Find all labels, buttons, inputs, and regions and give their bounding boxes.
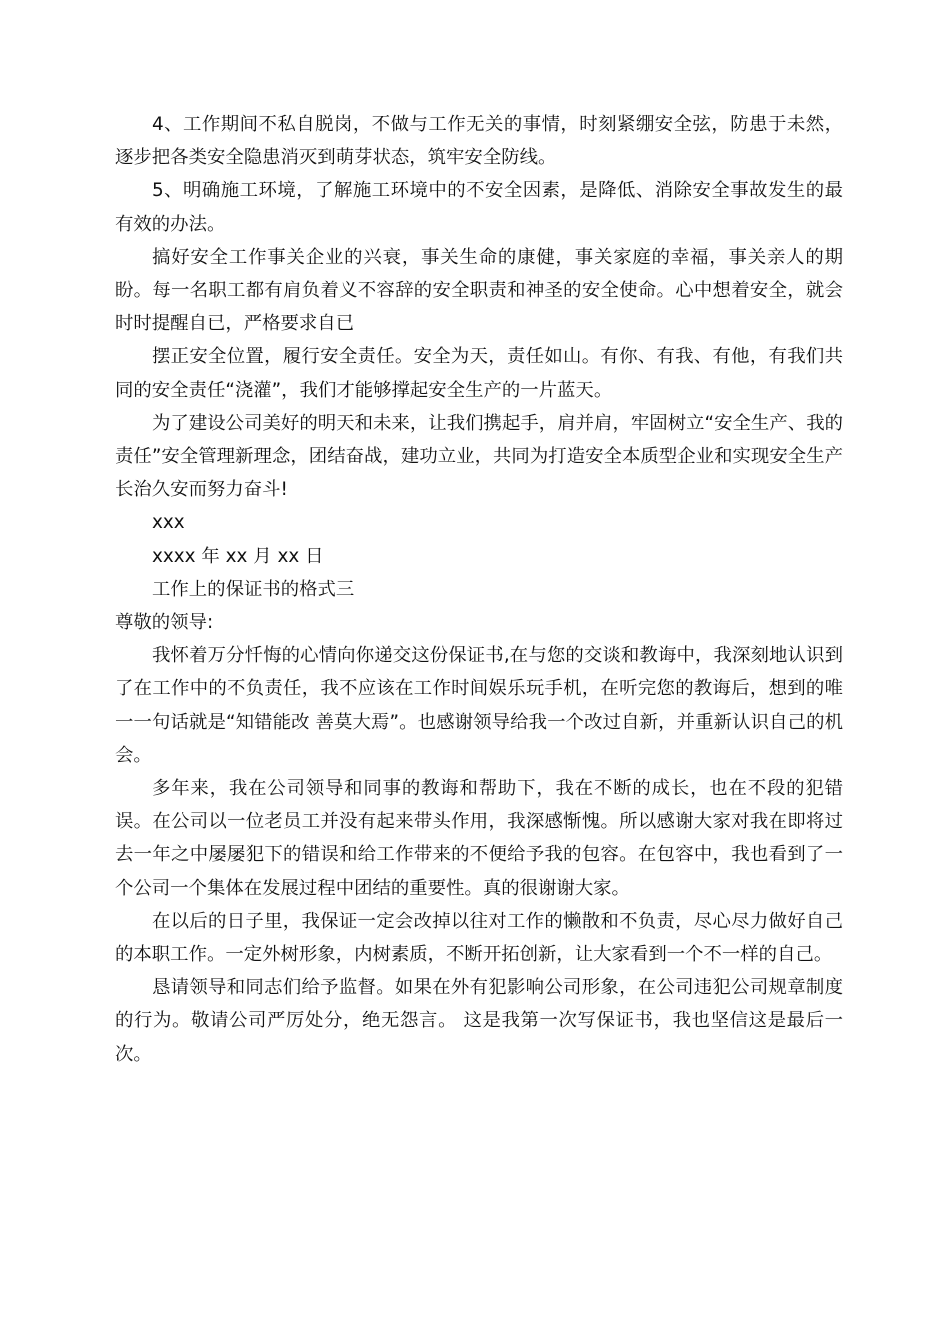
paragraph-item-4: 4、工作期间不私自脱岗，不做与工作无关的事情，时刻紧绷安全弦，防患于未然，逐步把各类安全隐患消灭到萌芽状态，筑牢安全防线。	[115, 114, 843, 169]
paragraph-supervision-request: 恳请领导和同志们给予监督。如果在外有犯影响公司形象，在公司违犯公司规章制度的行为。敬请公司严厉处分，绝无怨言。 这是我第一次写保证书，我也坚信这是最后一次。	[115, 977, 843, 1065]
paragraph-item-5: 5、明确施工环境，了解施工环境中的不安全因素，是降低、消除安全事故发生的最有效的办法。	[115, 180, 843, 235]
section-heading: 工作上的保证书的格式三	[152, 578, 355, 600]
paragraph-reflection: 多年来，我在公司领导和同事的教诲和帮助下，我在不断的成长，也在不段的犯错误。在公司以一位老员工并没有起来带头作用，我深感惭愧。所以感谢大家对我在即将过去一年之中屡屡犯下的错误和给工作带来的不便给予我的包容。在包容中，我也看到了一个公司一个集体在发展过程中团结的重要性。真的很谢谢大家。	[115, 778, 843, 899]
signature-name: xxx	[152, 512, 185, 534]
document-body	[115, 108, 843, 1071]
paragraph-apology: 我怀着万分忏悔的心情向你递交这份保证书,在与您的交谈和教诲中，我深刻地认识到了在工作中的不负责任，我不应该在工作时间娱乐玩手机，在听完您的教诲后，想到的唯一一句话就是“知错能改 善莫大焉”。也感谢领导给我一个改过自新，并重新认识自己的机会。	[115, 645, 843, 766]
paragraph-commitment: 在以后的日子里，我保证一定会改掉以往对工作的懒散和不负责，尽心尽力做好自己的本职工作。一定外树形象，内树素质，不断开拓创新，让大家看到一个不一样的自己。	[115, 910, 843, 966]
signature-date: xxxx 年 xx 月 xx 日	[152, 545, 324, 567]
paragraph-safety-importance: 搞好安全工作事关企业的兴衰，事关生命的康健，事关家庭的幸福，事关亲人的期盼。每一名职工都有肩负着义不容辞的安全职责和神圣的安全使命。心中想着安全，就会时时提醒自已，严格要求自已	[115, 246, 843, 335]
paragraph-safety-responsibility: 摆正安全位置，履行安全责任。安全为天，责任如山。有你、有我、有他，有我们共同的安全责任“浇灌”，我们才能够撑起安全生产的一片蓝天。	[115, 346, 843, 401]
paragraph-closing-call: 为了建设公司美好的明天和未来，让我们携起手，肩并肩，牢固树立“安全生产、我的责任”安全管理新理念，团结奋战，建功立业，共同为打造安全本质型企业和实现安全生产长治久安而努力奋斗!	[115, 412, 843, 501]
salutation: 尊敬的领导:	[115, 612, 214, 634]
